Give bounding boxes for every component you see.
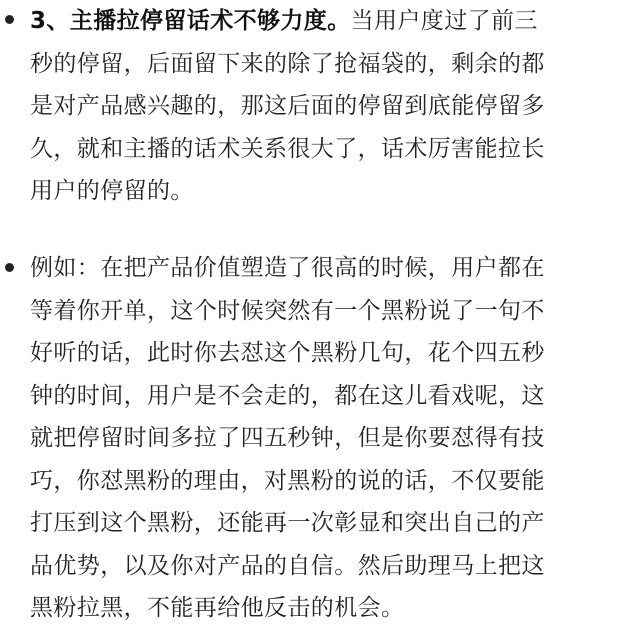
paragraph-line: 秒的停留，后面留下来的除了抢福袋的，剩余的都 bbox=[30, 50, 545, 77]
bullet-dot-icon bbox=[5, 263, 14, 272]
paragraph-line: 品优势，以及你对产品的自信。然后助理马上把这 bbox=[30, 552, 545, 579]
paragraph-line: 就把停留时间多拉了四五秒钟，但是你要怼得有技 bbox=[30, 425, 545, 451]
paragraph-line bbox=[30, 0, 626, 43]
paragraph-line: 是对产品感兴趣的，那这后面的停留到底能停留多 bbox=[30, 93, 545, 119]
paragraph-line: 好听的话，此时你去怼这个黑粉几句，花个四五秒 bbox=[30, 340, 545, 366]
paragraph-line: 例如：在把产品价值塑造了很高的时候，用户都在 bbox=[30, 255, 545, 281]
paragraph-line: 钟的时间，用户是不会走的，都在这儿看戏呢，这 bbox=[30, 382, 545, 409]
paragraph-text: 当用户度过了前三 bbox=[350, 8, 538, 34]
paragraph bbox=[30, 0, 626, 213]
paragraph-line: 打压到这个黑粉，还能再一次彰显和突出自己的产 bbox=[30, 510, 545, 536]
paragraph-line: 巧，你怼黑粉的理由，对黑粉的说的话，不仅要能 bbox=[30, 467, 545, 494]
paragraph-line: 等着你开单，这个时候突然有一个黑粉说了一句不 bbox=[30, 297, 545, 324]
paragraph-line: 黑粉拉黑，不能再给他反击的机会。 bbox=[30, 595, 405, 621]
paragraph-line: 久，就和主播的话术关系很大了，话术厉害能拉长 bbox=[30, 135, 545, 162]
paragraph-line: 用户的停留的。 bbox=[30, 178, 194, 204]
lead-heading: 3、主播拉停留话术不够力度。 bbox=[30, 8, 351, 34]
paragraph bbox=[30, 247, 626, 630]
bullet-dot-icon bbox=[5, 15, 14, 24]
